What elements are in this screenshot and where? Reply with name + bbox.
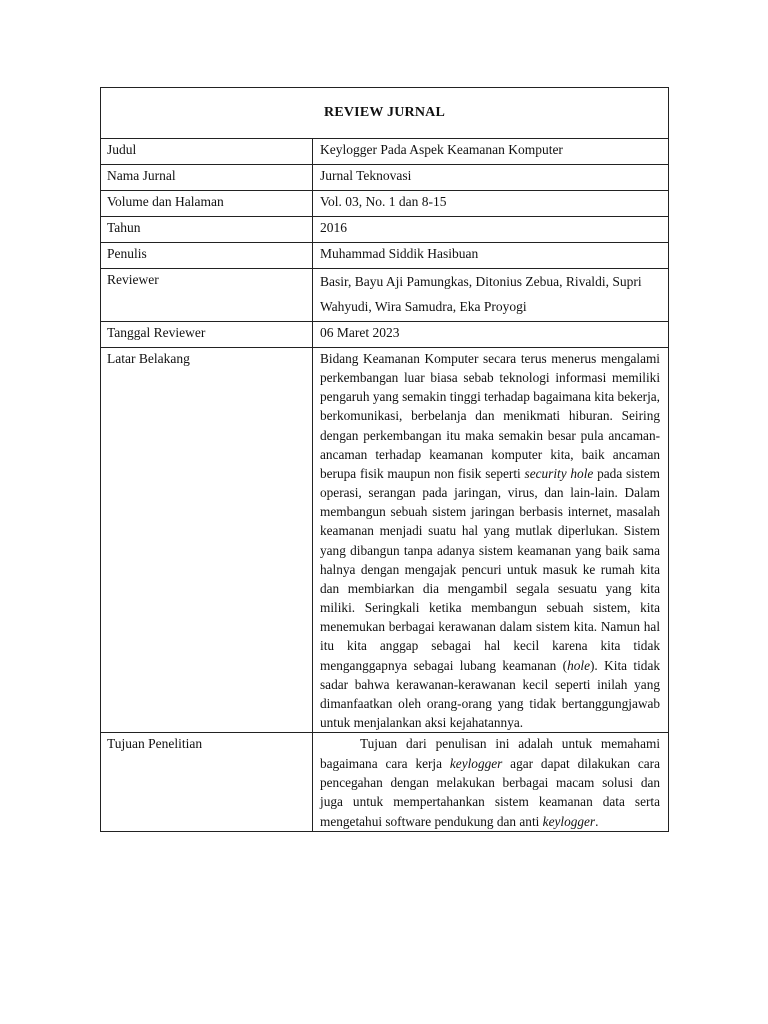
document-title: REVIEW JURNAL <box>101 88 669 139</box>
text-segment: Bidang Keamanan Komputer secara terus menerus mengalami perkembangan luar biasa sebab teknologi informasi memiliki pengaruh yang semakin tinggi terhadap bagaimana kita bekerja, berkomunikasi, berbelanja dan menikmati hiburan. Seiring dengan perkembangan itu maka semakin besar pula ancaman-ancaman terhadap keamanan komputer kita, baik ancaman berupa fisik maupun non fisik seperti <box>320 351 661 481</box>
table-row <box>101 217 669 243</box>
nama-jurnal-value: Jurnal Teknovasi <box>313 165 669 191</box>
reviewer-label: Reviewer <box>101 269 313 322</box>
penulis-label: Penulis <box>101 243 313 269</box>
italic-term: hole <box>567 657 590 673</box>
text-segment: agar dapat dilakukan cara pencegahan dengan melakukan berbagai macam solusi dan juga untuk mempertahankan sistem keamanan data serta mengetahui software pendukung dan anti <box>320 755 661 829</box>
volume-value: Vol. 03, No. 1 dan 8-15 <box>313 191 669 217</box>
nama-jurnal-label: Nama Jurnal <box>101 165 313 191</box>
text-segment: ). Kita tidak sadar bahwa kerawanan-kerawanan kecil seperti inilah yang dimanfaatkan oleh orang-orang yang tidak bertanggungjawab untuk menjalankan aksi kejahatannya. <box>320 657 661 730</box>
table-row <box>101 165 669 191</box>
text-segment: Tujuan dari penulisan ini adalah untuk memahami bagaimana cara kerja <box>320 736 661 771</box>
tujuan-text <box>313 733 669 832</box>
text-segment: pada sistem operasi, serangan pada jaringan, virus, dan lain-lain. Dalam membangun sebuah sistem jaringan berbasis internet, masalah keamanan menjadi suatu hal yang mutlak diperlukan. Sistem yang dibangun tanpa adanya sistem keamanan yang baik sama halnya dengan mengajak pencuri untuk masuk ke rumah kita dan membiarkan dia mengambil segala sesuatu yang kita miliki. Seringkali ketika membangun sebuah sistem, kita menemukan berbagai kerawanan dalam sistem kita. Namun hal itu kita anggap sebagai hal kecil karena kita tidak menganggapnya sebagai lubang keamanan ( <box>320 465 661 673</box>
reviewer-value: Basir, Bayu Aji Pamungkas, Ditonius Zebua, Rivaldi, Supri Wahyudi, Wira Samudra, Eka Proyogi <box>313 269 669 322</box>
judul-label: Judul <box>101 139 313 165</box>
penulis-value: Muhammad Siddik Hasibuan <box>313 243 669 269</box>
table-row <box>101 269 669 322</box>
italic-term: security hole <box>524 465 594 481</box>
table-row <box>101 191 669 217</box>
tahun-label: Tahun <box>101 217 313 243</box>
volume-label: Volume dan Halaman <box>101 191 313 217</box>
italic-term: keylogger <box>449 755 503 771</box>
table-row <box>101 139 669 165</box>
italic-term: keylogger <box>542 813 596 829</box>
judul-value: Keylogger Pada Aspek Keamanan Komputer <box>313 139 669 165</box>
table-row <box>101 243 669 269</box>
table-row <box>101 733 669 832</box>
latar-belakang-text <box>313 348 669 733</box>
title-row <box>101 88 669 139</box>
latar-belakang-paragraph <box>320 349 660 732</box>
tanggal-value: 06 Maret 2023 <box>313 322 669 348</box>
table-row <box>101 348 669 733</box>
review-table <box>100 87 669 832</box>
text-segment: . <box>595 813 599 829</box>
tahun-value: 2016 <box>313 217 669 243</box>
tujuan-label: Tujuan Penelitian <box>101 733 313 832</box>
table-row <box>101 322 669 348</box>
latar-belakang-label: Latar Belakang <box>101 348 313 733</box>
tanggal-label: Tanggal Reviewer <box>101 322 313 348</box>
tujuan-paragraph <box>320 734 660 831</box>
